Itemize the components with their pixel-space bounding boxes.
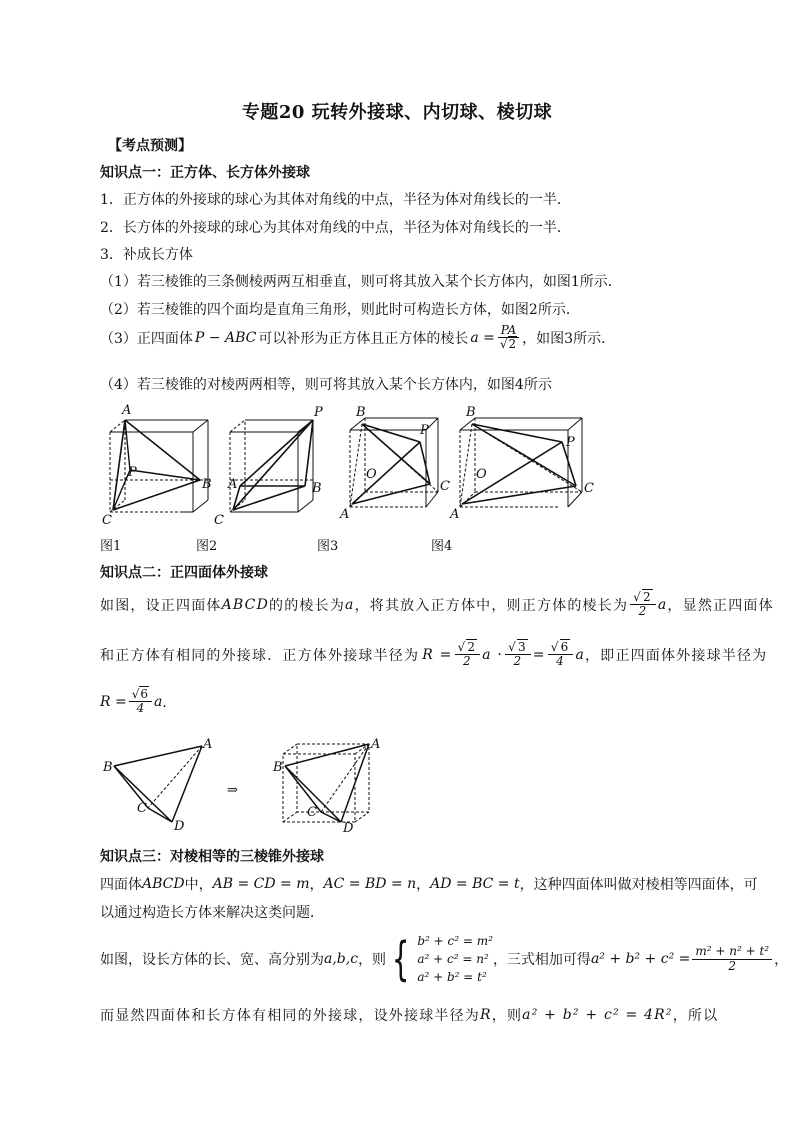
k3-equation-system [386, 932, 493, 986]
k3-l3-text-c: ，三式相加可得 [492, 952, 591, 968]
radicand: 2 [508, 337, 517, 352]
k2-l1-text-e: ，将其放入正方体中，则正方体的棱长为 [354, 597, 629, 614]
frac-numerator: m² + n² + t² [692, 945, 772, 959]
tetrahedron-in-cube [272, 737, 380, 836]
k3-line4 [100, 1005, 718, 1025]
k1-p1: 1．正方体的外接球的球心为其体对角线的中点，半径为体对角线长的一半． [100, 192, 571, 208]
tet-left-A: A [203, 737, 213, 752]
k3-l3-text-b: ，则 [358, 952, 387, 968]
k3-l1-text-a: 四面体 [100, 877, 142, 893]
tet-left-D: D [174, 819, 185, 834]
figure-4 [449, 405, 594, 522]
system-eq-1: b² + c² = m² [417, 934, 493, 948]
fig4-label-B: B [466, 405, 476, 420]
tet-cube-C: C [307, 805, 317, 820]
k2-l2-text-a: 和正方体有相同的外接球．正方体外接球半径为 [100, 647, 420, 664]
k1-p3: 3．补成长方体 [100, 247, 193, 263]
figure-1 [102, 403, 212, 528]
frac-numerator: √2 [630, 591, 656, 605]
fig1-label-B: B [202, 477, 212, 492]
k3-l3-end: ， [774, 952, 789, 968]
k2-l1-abcd: ABCD [221, 596, 270, 613]
k3-line3 [100, 932, 788, 986]
k1-item4: （4）若三棱锥的对棱两两相等，则可将其放入某个长方体内，如图4所示 [100, 377, 552, 393]
k2-l1-text-c: 的的棱长为 [269, 597, 346, 614]
k3-l1-sep2: ， [416, 877, 431, 893]
k2-l2-frac2 [505, 641, 531, 668]
k2-l2-text-b: ，即正四面体外接球半径为 [584, 647, 768, 664]
k3-line1 [100, 874, 758, 894]
k2-l1-a2: a [657, 596, 668, 613]
radicand: 6 [560, 640, 570, 654]
system-lines [417, 932, 493, 986]
radicand: 2 [643, 590, 652, 604]
k3-l1-eq1: AB = CD = m [212, 876, 310, 892]
k2-l1-text-f: ，显然正四面体 [667, 597, 774, 614]
left-brace: { [391, 932, 410, 986]
fig3-label-B: B [356, 405, 366, 420]
k2-line1 [100, 591, 774, 618]
k1-item1: （1）若三棱锥的三条侧棱两两互相垂直，则可将其放入某个长方体内，如图1所示． [100, 274, 622, 290]
k2-l2-frac3 [548, 641, 574, 668]
k3-l4-text-a: 而显然四面体和长方体有相同的外接球，设外接球半径为 [100, 1008, 480, 1024]
frac-denominator: √2 [499, 337, 517, 352]
k2-l1-text-a: 如图，设正四面体 [100, 597, 222, 614]
frac-numerator: √2 [455, 641, 481, 655]
tet-cube-A: A [371, 737, 381, 752]
frac-numerator: √6 [548, 641, 574, 655]
tetrahedron-figures [100, 736, 400, 836]
fig1-label-P: P [128, 465, 137, 480]
k1-item2: （2）若三棱锥的四个面均是直角三角形，则此时可构造长方体，如图2所示． [100, 302, 580, 318]
fig-caption-3: 图3 [317, 539, 339, 554]
k2-l3-R: R = [100, 693, 127, 710]
tetrahedron-left [102, 737, 212, 834]
fig3-label-A: A [340, 507, 350, 522]
tet-cube-D: D [343, 821, 354, 836]
frac-denominator: 4 [136, 701, 145, 716]
k3-l3-text-a: 如图，设长方体的长、宽、高分别为 [100, 952, 324, 968]
k3-l1-eq2: AC = BD = n [323, 876, 417, 892]
k3-l4-R: R [480, 1007, 492, 1023]
k2-l1-frac [630, 591, 656, 618]
radicand: 2 [467, 640, 477, 654]
fig-caption-2: 图2 [196, 539, 218, 554]
k3-line2: 以通过构造长方体来解决这类问题． [100, 905, 324, 921]
k1-item3-frac [497, 324, 520, 351]
frac-denominator: 4 [556, 654, 565, 669]
fig-caption-1: 图1 [100, 539, 122, 554]
k1-heading: 知识点一：正方体、长方体外接球 [100, 165, 310, 181]
k3-l1-text-c: 中， [184, 877, 213, 893]
k3-l4-eq: a² + b² + c² = 4R² [522, 1007, 673, 1023]
fig4-label-P: P [566, 435, 575, 450]
k2-l1-a: a [345, 596, 355, 613]
k2-l2-eq: = [532, 646, 546, 663]
frac-numerator: √3 [505, 641, 531, 655]
radicand: 6 [140, 687, 149, 701]
k2-l3-a: a [154, 693, 163, 710]
radicand: 3 [517, 640, 527, 654]
frac-numerator: √6 [129, 688, 152, 702]
fig2-label-C: C [214, 513, 224, 528]
k2-l2-R: R = [422, 646, 453, 663]
k1-item3-expr: P − ABC [194, 329, 257, 346]
tet-cube-B: B [273, 760, 283, 775]
implies-arrow: ⇒ [227, 783, 238, 798]
frac-denominator: 2 [638, 604, 648, 619]
fig2-label-B: B [312, 481, 322, 496]
k3-l1-abcd: ABCD [142, 876, 185, 892]
fig4-label-O: O [476, 467, 487, 482]
fig4-label-C: C [584, 481, 594, 496]
k3-l1-text-d: ，这种四面体叫做对棱相等四面体，可 [519, 877, 758, 893]
figure-2 [214, 405, 323, 528]
frac-denominator: 2 [513, 654, 523, 669]
k2-l3-end: ． [162, 694, 177, 711]
system-eq-3: a² + b² = t² [417, 970, 487, 984]
k1-item3-pre: （3）正四面体 [100, 330, 193, 347]
k1-item3-a: a = [470, 329, 495, 346]
k2-l2-frac1 [455, 641, 481, 668]
tet-left-B: B [103, 760, 113, 775]
figures-1-4 [100, 402, 600, 532]
k3-l3-sum: a² + b² + c² = [590, 951, 691, 967]
k3-l1-sep1: ， [309, 877, 324, 893]
page-title: 专题20 玩转外接球、内切球、棱切球 [241, 102, 553, 123]
k1-item3-post: ，如图3所示． [522, 330, 616, 347]
tet-left-C: C [137, 801, 147, 816]
k3-l1-eq3: AD = BC = t [430, 876, 520, 892]
section-tag: 【考点预测】 [108, 138, 192, 154]
frac-denominator: 2 [462, 654, 472, 669]
fig1-label-A: A [122, 403, 132, 418]
k1-item3 [100, 324, 615, 351]
k1-item3-mid: 可以补形为正方体且正方体的棱长 [258, 330, 469, 347]
k3-l4-text-c: ，所以 [672, 1008, 719, 1024]
k2-l2-a: a [575, 646, 585, 663]
frac-denominator: 2 [728, 958, 737, 973]
system-eq-2: a² + c² = n² [417, 952, 489, 966]
k1-p2: 2．长方体的外接球的球心为其体对角线的中点，半径为体对角线长的一半． [100, 220, 571, 236]
fig3-label-O: O [366, 467, 377, 482]
k3-l3-abc: a,b,c [324, 951, 359, 967]
k2-l3-frac [129, 688, 152, 715]
k3-l3-frac [692, 945, 772, 972]
k2-l2-dot: a · [482, 646, 504, 663]
k2-line2 [100, 641, 767, 668]
k2-heading: 知识点二：正四面体外接球 [100, 565, 268, 581]
fig2-label-P: P [314, 405, 323, 420]
frac-numerator: PA [498, 324, 520, 338]
k3-heading: 知识点三：对棱相等的三棱锥外接球 [100, 849, 324, 865]
figure-3 [339, 405, 450, 522]
k3-l4-text-b: ，则 [491, 1008, 523, 1024]
fig1-label-C: C [102, 513, 112, 528]
fig2-label-A: A [228, 477, 238, 492]
fig-caption-4: 图4 [431, 539, 453, 554]
fig4-label-A: A [450, 507, 460, 522]
fig3-label-C: C [440, 479, 450, 494]
fig3-label-P: P [420, 423, 429, 438]
k2-line3 [100, 688, 176, 715]
